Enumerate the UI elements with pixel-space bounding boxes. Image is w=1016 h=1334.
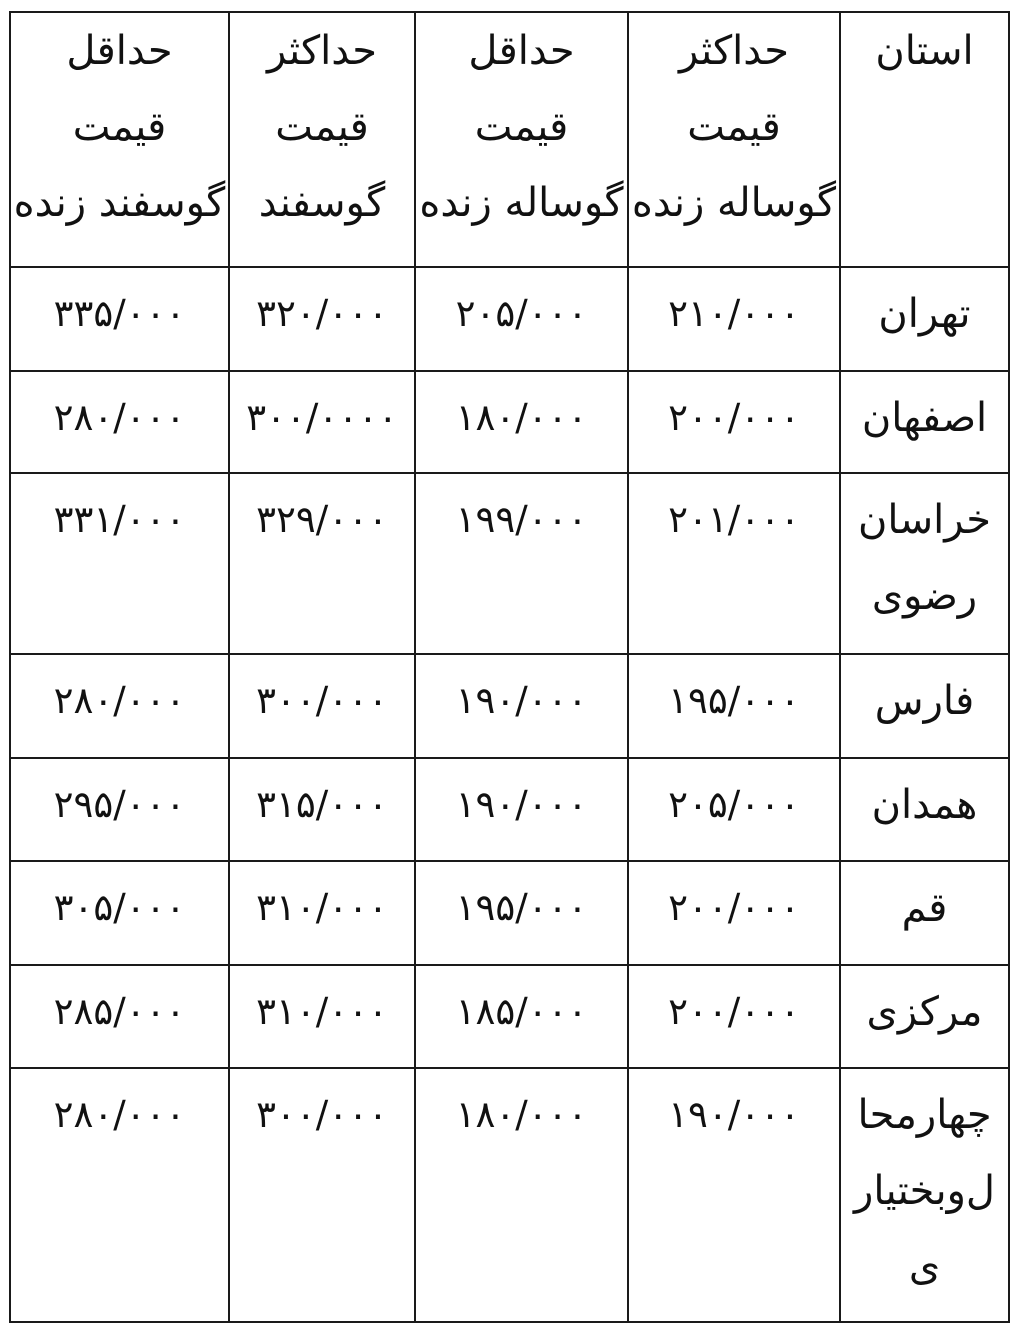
province-cell [840, 1068, 1009, 1322]
province-name: تهران [878, 291, 971, 337]
header-line: گوسفند زنده [13, 180, 226, 226]
header-line: حداقل [66, 28, 173, 74]
province-cell [840, 371, 1009, 473]
province-cell [840, 861, 1009, 965]
province-name: ل‌وبختیار [854, 1168, 995, 1214]
province-name: چهارمحا [857, 1092, 992, 1138]
table-row [10, 371, 1009, 473]
header-line: حداقل [468, 28, 575, 74]
table-row [10, 758, 1009, 861]
max-calf-price: ۲۱۰/۰۰۰ [628, 267, 840, 371]
min-calf-price: ۱۸۰/۰۰۰ [415, 371, 628, 473]
min-calf-price: ۱۹۰/۰۰۰ [415, 654, 628, 758]
header-line: گوسفند [258, 180, 386, 226]
province-name: فارس [874, 678, 975, 724]
max-sheep-price: ۳۰۰/۰۰۰۰ [229, 371, 415, 473]
header-line: گوساله زنده [631, 180, 837, 226]
table-row [10, 473, 1009, 654]
header-max-sheep [229, 12, 415, 267]
max-sheep-price: ۳۰۰/۰۰۰ [229, 654, 415, 758]
header-min-live-calf [415, 12, 628, 267]
price-table-container [9, 11, 1010, 1323]
header-line: قیمت [72, 104, 167, 150]
province-name: اصفهان [861, 395, 988, 441]
province-cell [840, 758, 1009, 861]
province-cell [840, 473, 1009, 654]
min-sheep-price: ۲۹۵/۰۰۰ [10, 758, 229, 861]
province-name: مرکزی [866, 989, 983, 1035]
header-line: استان [875, 28, 974, 74]
max-calf-price: ۲۰۰/۰۰۰ [628, 861, 840, 965]
min-sheep-price: ۲۸۵/۰۰۰ [10, 965, 229, 1068]
header-line: حداکثر [266, 28, 378, 74]
province-cell [840, 267, 1009, 371]
header-line: قیمت [474, 104, 569, 150]
province-name: ی [908, 1244, 941, 1290]
province-cell [840, 965, 1009, 1068]
header-line: حداکثر [678, 28, 790, 74]
livestock-price-table [9, 11, 1010, 1323]
min-calf-price: ۲۰۵/۰۰۰ [415, 267, 628, 371]
table-row [10, 861, 1009, 965]
max-sheep-price: ۳۱۰/۰۰۰ [229, 861, 415, 965]
max-sheep-price: ۳۲۹/۰۰۰ [229, 473, 415, 654]
province-cell [840, 654, 1009, 758]
max-calf-price: ۲۰۰/۰۰۰ [628, 965, 840, 1068]
header-min-live-sheep [10, 12, 229, 267]
province-name: همدان [871, 782, 978, 828]
table-row [10, 965, 1009, 1068]
max-sheep-price: ۳۱۰/۰۰۰ [229, 965, 415, 1068]
header-line: قیمت [687, 104, 781, 150]
min-sheep-price: ۳۳۵/۰۰۰ [10, 267, 229, 371]
max-sheep-price: ۳۲۰/۰۰۰ [229, 267, 415, 371]
min-calf-price: ۱۹۰/۰۰۰ [415, 758, 628, 861]
max-calf-price: ۲۰۵/۰۰۰ [628, 758, 840, 861]
min-calf-price: ۱۸۰/۰۰۰ [415, 1068, 628, 1322]
header-line: قیمت [275, 104, 369, 150]
min-sheep-price: ۲۸۰/۰۰۰ [10, 371, 229, 473]
header-max-live-calf [628, 12, 840, 267]
max-calf-price: ۲۰۰/۰۰۰ [628, 371, 840, 473]
min-sheep-price: ۲۸۰/۰۰۰ [10, 1068, 229, 1322]
min-sheep-price: ۳۰۵/۰۰۰ [10, 861, 229, 965]
province-name: رضوی [871, 573, 978, 619]
header-province [840, 12, 1009, 267]
max-calf-price: ۱۹۰/۰۰۰ [628, 1068, 840, 1322]
min-calf-price: ۱۹۵/۰۰۰ [415, 861, 628, 965]
table-row [10, 654, 1009, 758]
province-name: خراسان [858, 497, 991, 543]
min-calf-price: ۱۸۵/۰۰۰ [415, 965, 628, 1068]
max-sheep-price: ۳۰۰/۰۰۰ [229, 1068, 415, 1322]
max-calf-price: ۱۹۵/۰۰۰ [628, 654, 840, 758]
province-name: قم [901, 885, 948, 931]
min-sheep-price: ۲۸۰/۰۰۰ [10, 654, 229, 758]
table-row [10, 267, 1009, 371]
table-row [10, 1068, 1009, 1322]
max-calf-price: ۲۰۱/۰۰۰ [628, 473, 840, 654]
header-row [10, 12, 1009, 267]
min-sheep-price: ۳۳۱/۰۰۰ [10, 473, 229, 654]
max-sheep-price: ۳۱۵/۰۰۰ [229, 758, 415, 861]
header-line: گوساله زنده [419, 180, 624, 226]
min-calf-price: ۱۹۹/۰۰۰ [415, 473, 628, 654]
